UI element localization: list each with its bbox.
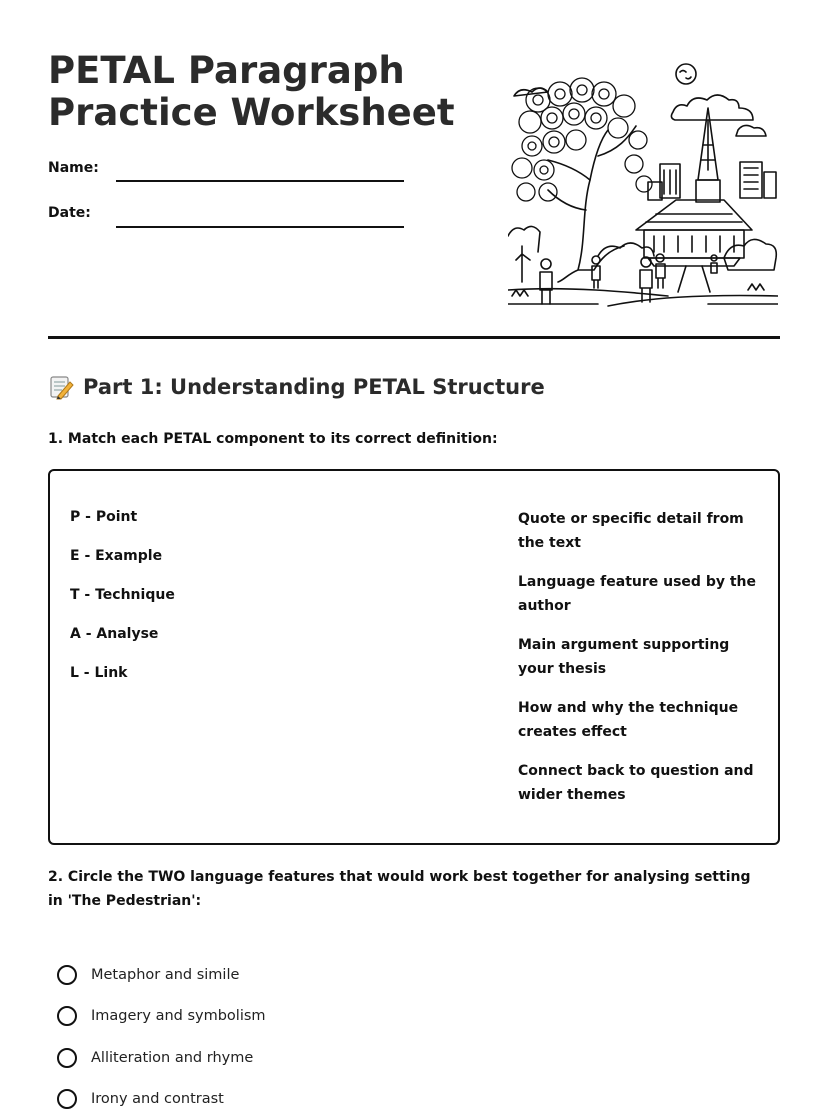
matching-box: [48, 469, 780, 845]
park-illustration: [508, 60, 778, 308]
term-point[interactable]: P - Point: [70, 507, 175, 546]
title-line-2: Practice Worksheet: [48, 91, 455, 134]
name-field[interactable]: [116, 180, 404, 182]
part1-heading-text: Part 1: Understanding PETAL Structure: [83, 375, 545, 399]
date-label: Date:: [48, 205, 91, 221]
header-divider: [48, 336, 780, 339]
definition-item[interactable]: Connect back to question and wider themes: [518, 759, 768, 807]
part1-heading: [48, 374, 545, 400]
petal-terms: [70, 507, 175, 702]
petal-definitions: [518, 507, 768, 822]
sun-icon: [676, 64, 696, 84]
option-item[interactable]: [57, 954, 266, 996]
radio-circle[interactable]: [57, 1089, 77, 1109]
date-field[interactable]: [116, 226, 404, 228]
option-item[interactable]: [57, 996, 266, 1038]
option-item[interactable]: [57, 1079, 266, 1120]
cloud-icon: [671, 95, 753, 120]
definition-item[interactable]: Main argument supporting your thesis: [518, 633, 768, 681]
radio-circle[interactable]: [57, 965, 77, 985]
definition-item[interactable]: Language feature used by the author: [518, 570, 768, 618]
term-analyse[interactable]: A - Analyse: [70, 624, 175, 663]
radio-circle[interactable]: [57, 1006, 77, 1026]
question-2-options: [57, 954, 266, 1120]
term-link[interactable]: L - Link: [70, 663, 175, 702]
option-label: Metaphor and simile: [91, 967, 239, 983]
question-2: 2. Circle the TWO language features that would work best together for analysing setting in 'The Pedestrian':: [48, 865, 768, 913]
term-technique[interactable]: T - Technique: [70, 585, 175, 624]
person-icon: [541, 259, 551, 269]
memo-icon: [48, 374, 74, 400]
question-1: 1. Match each PETAL component to its correct definition:: [48, 427, 498, 451]
definition-item[interactable]: How and why the technique creates effect: [518, 696, 768, 744]
worksheet-title: [48, 50, 468, 134]
term-example[interactable]: E - Example: [70, 546, 175, 585]
tree-icon: [558, 130, 624, 282]
option-label: Irony and contrast: [91, 1091, 224, 1107]
name-label: Name:: [48, 160, 99, 176]
title-line-1: PETAL Paragraph: [48, 49, 405, 92]
radio-circle[interactable]: [57, 1048, 77, 1068]
option-item[interactable]: [57, 1037, 266, 1079]
definition-item[interactable]: Quote or specific detail from the text: [518, 507, 768, 555]
option-label: Alliteration and rhyme: [91, 1050, 253, 1066]
option-label: Imagery and symbolism: [91, 1008, 266, 1024]
hall-icon: [636, 200, 752, 230]
